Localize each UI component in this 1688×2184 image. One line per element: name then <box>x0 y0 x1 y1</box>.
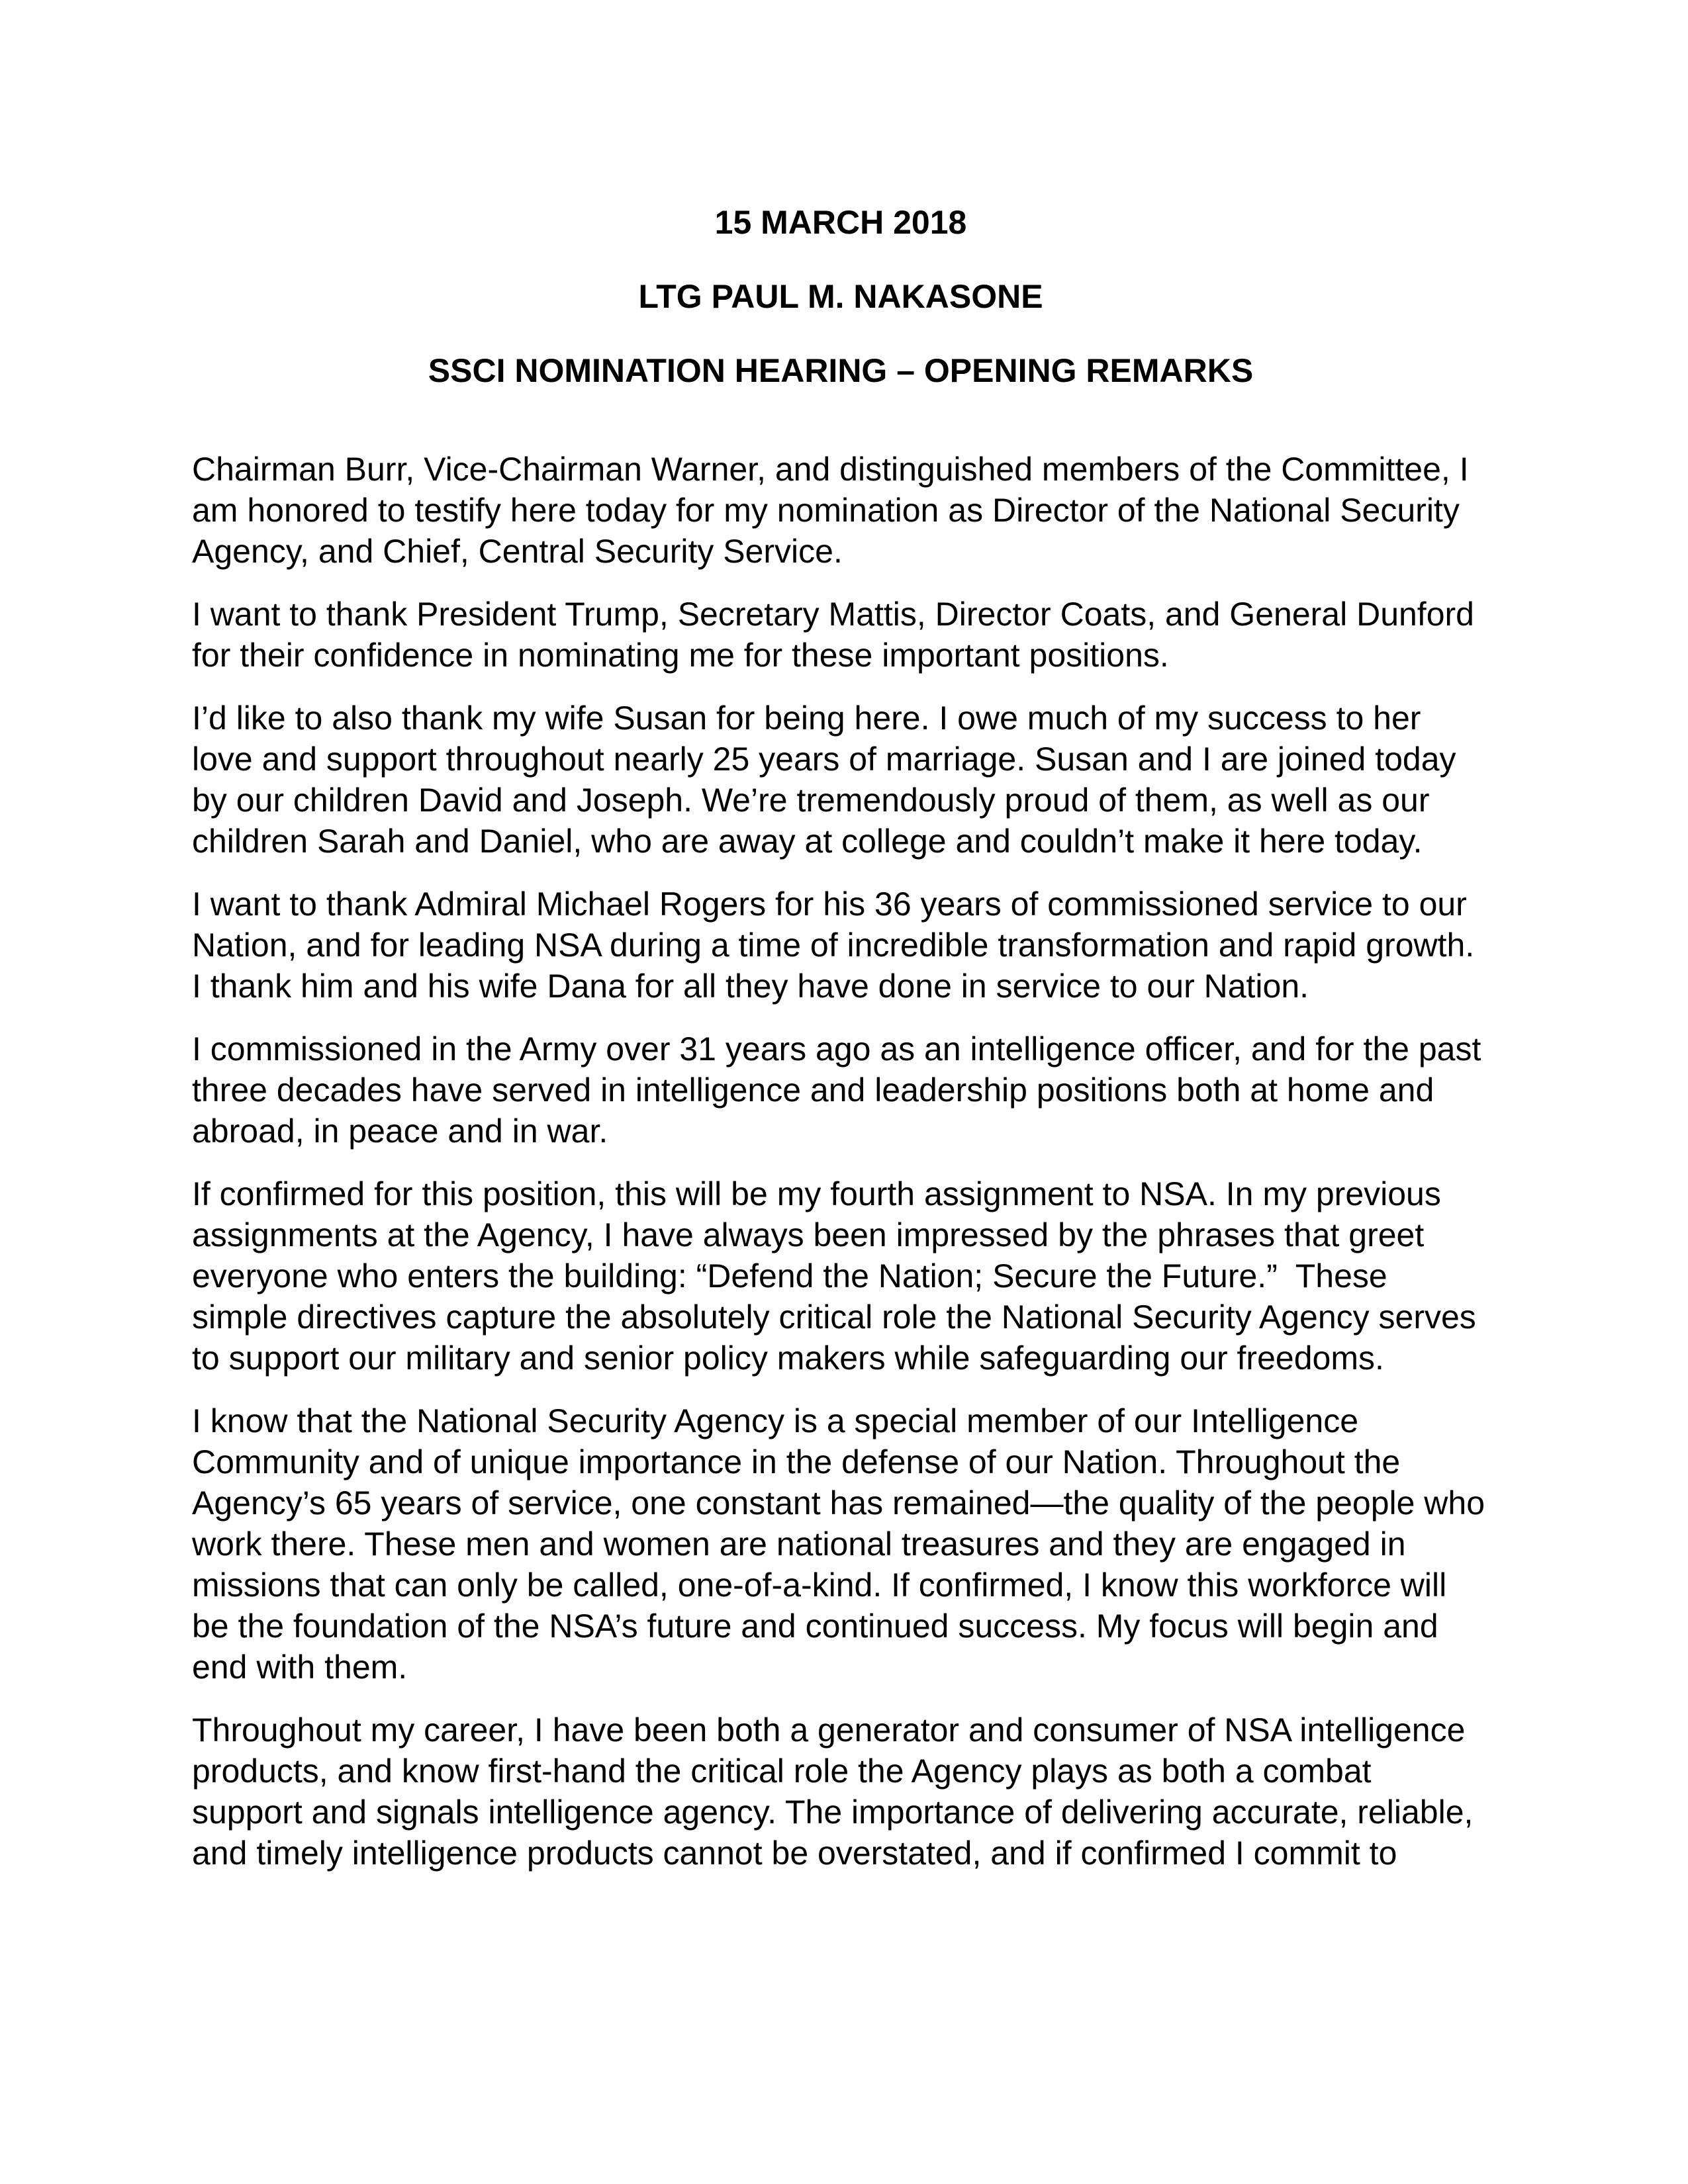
document-date: 15 MARCH 2018 <box>714 204 967 241</box>
paragraph-8: Throughout my career, I have been both a generator and consumer of NSA intelligence products, and know first-hand the critical role the Agency plays as both a combat support and signals intelligence agency. The importance of delivering accurate, reliable, and timely intelligence products cannot be overstated, and if confirmed I commit to <box>192 1711 1483 1872</box>
paragraph-2: I want to thank President Trump, Secretary Mattis, Director Coats, and General Dunford for their confidence in nominating me for these important positions. <box>192 596 1483 674</box>
paragraph-5: I commissioned in the Army over 31 years ago as an intelligence officer, and for the past three decades have served in intelligence and leadership positions both at home and abroad, in peace and in war. <box>192 1030 1491 1150</box>
paragraph-4: I want to thank Admiral Michael Rogers for his 36 years of commissioned service to our Nation, and for leading NSA during a time of incredible transformation and rapid growth. I thank him and his wife Dana for all they have done in service to our Nation. <box>192 886 1484 1005</box>
document-header <box>192 205 1489 389</box>
paragraph-3: I’d like to also thank my wife Susan for being here. I owe much of my success to her love and support throughout nearly 25 years of marriage. Susan and I are joined today by our children David and Joseph. We’re tremendously proud of them, as well as our children Sarah and Daniel, who are away at college and couldn’t make it here today. <box>192 700 1466 860</box>
paragraph-7: I know that the National Security Agency is a special member of our Intelligence Community and of unique importance in the defense of our Nation. Throughout the Agency’s 65 years of service, one constant has remained—the quality of the people who work there. These men and women are national treasures and they are engaged in missions that can only be called, one-of-a-kind. If confirmed, I know this workforce will be the foundation of the NSA’s future and continued success. My focus will begin and end with them. <box>192 1402 1494 1686</box>
document-content <box>192 204 1494 1895</box>
document-title: SSCI NOMINATION HEARING – OPENING REMARKS <box>428 352 1254 389</box>
document-author: LTG PAUL M. NAKASONE <box>638 278 1043 315</box>
paragraph-1: Chairman Burr, Vice-Chairman Warner, and distinguished members of the Committee, I am honored to testify here today for my nomination as Director of the National Security Agency, and Chief, Central Security Service. <box>192 451 1478 570</box>
paragraph-6: If confirmed for this position, this will be my fourth assignment to NSA. In my previous assignments at the Agency, I have always been impressed by the phrases that greet everyone who enters the building: “Defend the Nation; Secure the Future.” These simple directives capture the absolutely critical role the National Security Agency serves to support our military and senior policy makers while safeguarding our freedoms. <box>192 1175 1485 1377</box>
document-body <box>192 449 1494 1874</box>
